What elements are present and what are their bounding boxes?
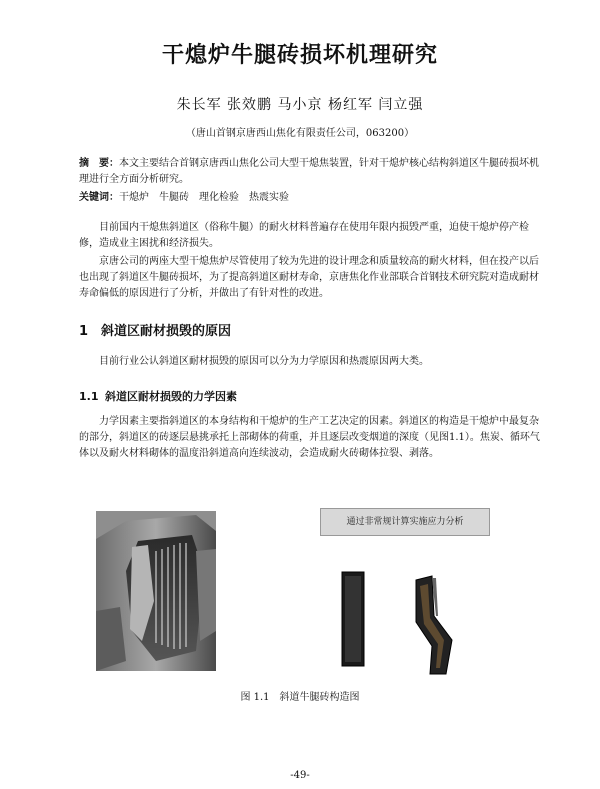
paragraph-intro-2: 京唐公司的两座大型干熄焦炉尽管使用了较为先进的设计理念和质量较高的耐火材料，但在投产以后也出现了斜道区牛腿砖损坏，为了提高斜道区耐材寿命，京唐焦化作业部联合首钢技术研究院对造成耐材寿命偏低的原因进行了分析，并做出了有针对性的改进。 [79,256,539,299]
section-heading-1 [79,320,231,339]
subsection-number: 1.1 [79,390,99,403]
keywords-text: 干熄炉 牛腿砖 理化检验 热震实验 [119,192,289,203]
figure-caption: 图 1.1 斜道牛腿砖构造图 [240,692,360,703]
fem-model-illustration [320,536,492,676]
keywords-label: 关键词： [79,192,119,203]
abstract-label: 摘 要： [79,158,119,169]
paragraph-section-1: 目前行业公认斜道区耐材损毁的原因可以分为力学原因和热震原因两大类。 [99,356,429,367]
figure-stress-analysis [320,508,492,676]
subsection-title: 斜道区耐材损毁的力学因素 [105,390,237,403]
paragraph-intro-1: 目前国内干熄焦斜道区（俗称牛腿）的耐火材料普遍存在使用年限内损毁严重，迫使干熄炉停产检修，造成业主困扰和经济损失。 [79,222,529,249]
abstract [79,156,541,188]
paper-title: 干熄炉牛腿砖损坏机理研究 [161,43,438,68]
section-heading-1-1 [79,388,237,404]
author-list: 朱长军 张效鹏 马小京 杨红军 闫立强 [176,97,424,113]
section-title: 斜道区耐材损毁的原因 [101,324,232,339]
abstract-text: 本文主要结合首钢京唐西山焦化公司大型干熄焦装置，针对干熄炉核心结构斜道区牛腿砖损坏机理进行全方面分析研究。 [79,158,539,185]
figure-chute-section [96,511,216,671]
paragraph-section-1-1: 力学因素主要指斜道区的本身结构和干熄炉的生产工艺决定的因素。斜道区的构造是干熄炉中最复杂的部分，斜道区的砖逐层悬挑承托上部砌体的荷重，并且逐层改变烟道的深度（见图1.1）。焦炭、循环气体以及耐火材料砌体的温度沿斜道高向连续波动，会造成耐火砖砌体拉裂、剥落。 [79,416,540,459]
keywords [79,190,541,206]
section-number: 1 [79,324,89,339]
affiliation: （唐山首钢京唐西山焦化有限责任公司，063200） [185,128,415,139]
chute-section-illustration [96,511,216,671]
page-number: -49- [290,770,310,781]
stress-analysis-label: 通过非常规计算实施应力分析 [320,508,490,536]
